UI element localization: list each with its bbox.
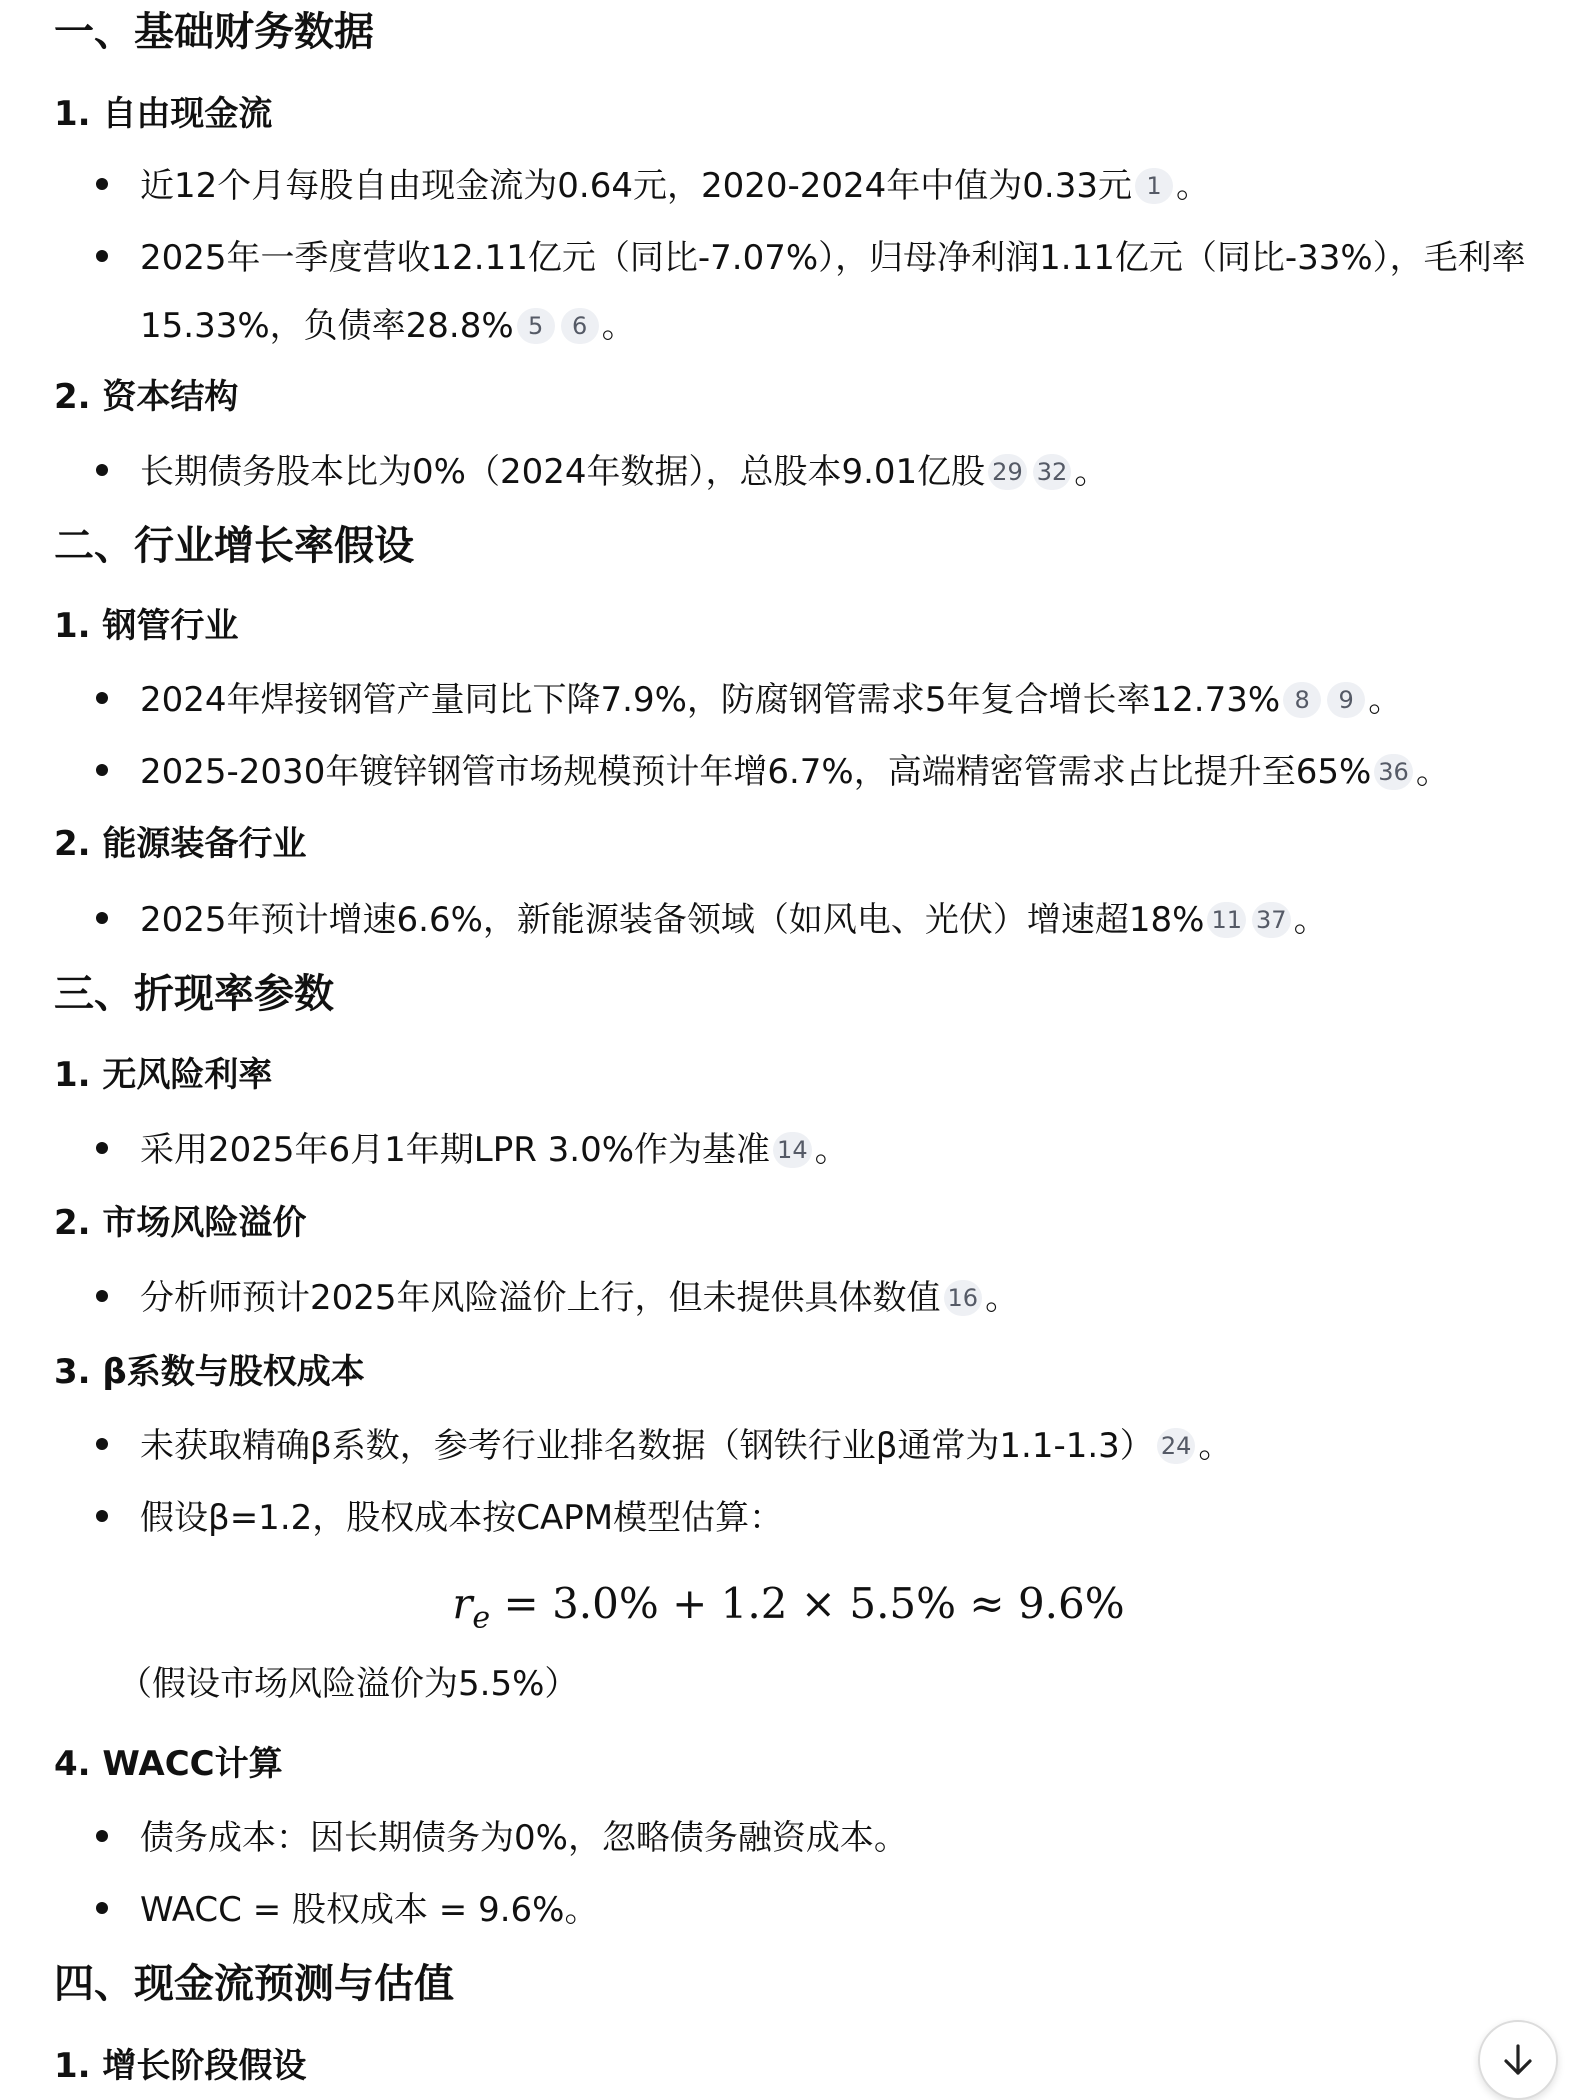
list-item bbox=[100, 666, 1520, 734]
citation-badge[interactable]: 14 bbox=[773, 1132, 812, 1168]
list-item bbox=[100, 886, 1520, 954]
section-heading: 一、基础财务数据 bbox=[54, 9, 374, 55]
bullet-dot bbox=[96, 764, 108, 776]
list-item bbox=[100, 1264, 1520, 1332]
section-heading: 二、行业增长率假设 bbox=[54, 523, 414, 569]
bullet-dot bbox=[96, 250, 108, 262]
citation-badge[interactable]: 24 bbox=[1157, 1428, 1196, 1464]
bullet-tail: 。 bbox=[601, 306, 636, 346]
subsection-heading: 1. 增长阶段假设 bbox=[54, 2046, 307, 2086]
bullet-text: 分析师预计2025年风险溢价上行，但未提供具体数值 bbox=[140, 1278, 941, 1318]
bullet-tail: 。 bbox=[1415, 752, 1450, 792]
bullet-dot bbox=[96, 1510, 108, 1522]
bullet-dot bbox=[96, 692, 108, 704]
arrow-down-icon bbox=[1498, 2040, 1538, 2080]
citation-badge[interactable]: 32 bbox=[1033, 454, 1072, 490]
bullet-dot bbox=[96, 912, 108, 924]
bullet-tail: 。 bbox=[985, 1278, 1020, 1318]
citation-badge[interactable]: 9 bbox=[1327, 682, 1365, 718]
list-item bbox=[100, 1804, 1520, 1872]
bullet-dot bbox=[96, 464, 108, 476]
subsection-heading: 4. WACC计算 bbox=[54, 1744, 283, 1784]
bullet-tail: 。 bbox=[1293, 900, 1328, 940]
bullet-dot bbox=[96, 1830, 108, 1842]
list-item bbox=[100, 152, 1520, 220]
list-item bbox=[100, 1484, 1520, 1552]
list-item bbox=[100, 738, 1520, 806]
list-item bbox=[100, 1876, 1520, 1944]
bullet-dot bbox=[96, 1902, 108, 1914]
bullet-text: 2025-2030年镀锌钢管市场规模预计年增6.7%，高端精密管需求占比提升至65% bbox=[140, 752, 1372, 792]
list-item bbox=[100, 1412, 1520, 1480]
formula-subscript: e bbox=[472, 1600, 491, 1636]
bullet-dot bbox=[96, 1290, 108, 1302]
formula-note: （假设市场风险溢价为5.5%） bbox=[118, 1664, 579, 1704]
citation-badge[interactable]: 16 bbox=[944, 1280, 983, 1316]
citation-badge[interactable]: 6 bbox=[561, 308, 599, 344]
bullet-text: 近12个月每股自由现金流为0.64元，2020-2024年中值为0.33元 bbox=[140, 166, 1132, 206]
subsection-heading: 2. 市场风险溢价 bbox=[54, 1203, 307, 1243]
subsection-heading: 1. 自由现金流 bbox=[54, 94, 273, 134]
list-item bbox=[100, 224, 1550, 360]
subsection-heading: 1. 钢管行业 bbox=[54, 606, 239, 646]
bullet-text: 2025年一季度营收12.11亿元（同比-7.07%），归母净利润1.11亿元（同比-33%），毛利率15.33%，负债率28.8% bbox=[140, 238, 1526, 346]
bullet-text: WACC = 股权成本 = 9.6%。 bbox=[140, 1890, 599, 1930]
formula-lhs: r bbox=[452, 1579, 473, 1628]
subsection-heading: 3. β系数与股权成本 bbox=[54, 1352, 365, 1392]
list-item bbox=[100, 1116, 1520, 1184]
subsection-heading: 1. 无风险利率 bbox=[54, 1055, 273, 1095]
citation-badge[interactable]: 36 bbox=[1374, 754, 1413, 790]
bullet-tail: 。 bbox=[1074, 452, 1109, 492]
bullet-tail: 。 bbox=[1368, 680, 1403, 720]
capm-formula bbox=[0, 1574, 1577, 1648]
bullet-text: 长期债务股本比为0%（2024年数据），总股本9.01亿股 bbox=[140, 452, 986, 492]
bullet-text: 未获取精确β系数，参考行业排名数据（钢铁行业β通常为1.1-1.3） bbox=[140, 1426, 1154, 1466]
subsection-heading: 2. 资本结构 bbox=[54, 377, 239, 417]
citation-badge[interactable]: 11 bbox=[1207, 902, 1246, 938]
citation-badge[interactable]: 8 bbox=[1283, 682, 1321, 718]
citation-badge[interactable]: 5 bbox=[517, 308, 555, 344]
bullet-dot bbox=[96, 178, 108, 190]
citation-badge[interactable]: 29 bbox=[988, 454, 1027, 490]
citation-badge[interactable]: 1 bbox=[1135, 168, 1173, 204]
citation-badge[interactable]: 37 bbox=[1252, 902, 1291, 938]
formula-rhs: = 3.0% + 1.2 × 5.5% ≈ 9.6% bbox=[490, 1579, 1125, 1628]
section-heading: 四、现金流预测与估值 bbox=[54, 1961, 454, 2007]
bullet-text: 采用2025年6月1年期LPR 3.0%作为基准 bbox=[140, 1130, 771, 1170]
section-heading: 三、折现率参数 bbox=[54, 971, 334, 1017]
bullet-dot bbox=[96, 1438, 108, 1450]
bullet-tail: 。 bbox=[1198, 1426, 1233, 1466]
bullet-text: 债务成本：因长期债务为0%，忽略债务融资成本。 bbox=[140, 1818, 908, 1858]
bullet-text: 2024年焊接钢管产量同比下降7.9%，防腐钢管需求5年复合增长率12.73% bbox=[140, 680, 1281, 720]
subsection-heading: 2. 能源装备行业 bbox=[54, 824, 307, 864]
bullet-tail: 。 bbox=[1176, 166, 1210, 206]
list-item bbox=[100, 438, 1520, 506]
bullet-text: 2025年预计增速6.6%，新能源装备领域（如风电、光伏）增速超18% bbox=[140, 900, 1205, 940]
bullet-tail: 。 bbox=[814, 1130, 849, 1170]
scroll-to-bottom-button[interactable] bbox=[1478, 2020, 1558, 2100]
bullet-text: 假设β=1.2，股权成本按CAPM模型估算： bbox=[140, 1498, 784, 1538]
bullet-dot bbox=[96, 1142, 108, 1154]
